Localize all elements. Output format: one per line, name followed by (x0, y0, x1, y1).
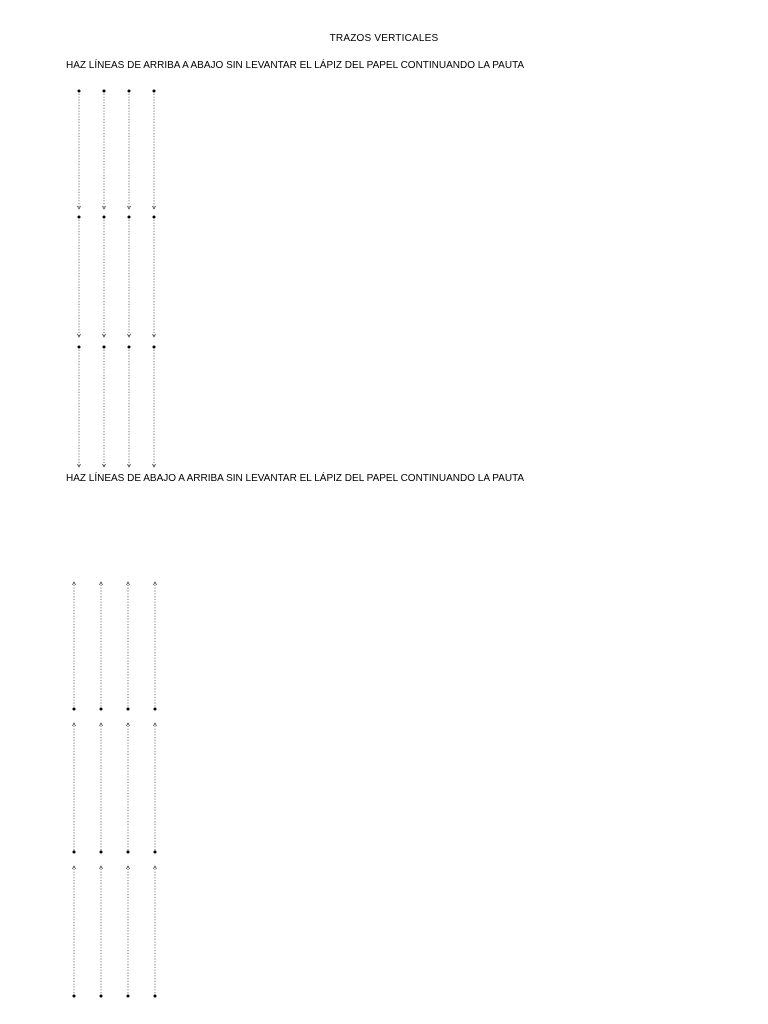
start-dot (153, 90, 156, 93)
start-dot (127, 708, 130, 711)
start-dot (128, 90, 131, 93)
arrow-up-icon (153, 866, 156, 869)
start-dot (78, 346, 81, 349)
arrow-up-icon (99, 723, 102, 726)
start-dot (100, 995, 103, 998)
start-dot (100, 851, 103, 854)
start-dot (73, 995, 76, 998)
arrow-up-icon (72, 723, 75, 726)
start-dot (127, 995, 130, 998)
arrow-up-icon (126, 866, 129, 869)
arrow-up-icon (153, 723, 156, 726)
arrow-up-icon (99, 582, 102, 585)
start-dot (78, 90, 81, 93)
start-dot (153, 216, 156, 219)
page-title: TRAZOS VERTICALES (329, 33, 439, 44)
start-dot (153, 346, 156, 349)
arrow-up-icon (153, 582, 156, 585)
start-dot (154, 708, 157, 711)
trace-group-bottom-to-top (72, 582, 156, 998)
arrow-up-icon (99, 866, 102, 869)
start-dot (78, 216, 81, 219)
start-dot (73, 708, 76, 711)
arrow-up-icon (72, 866, 75, 869)
instruction-top-to-bottom: HAZ LÍNEAS DE ARRIBA A ABAJO SIN LEVANTAR EL LÁPIZ DEL PAPEL CONTINUANDO LA PAUTA (66, 60, 525, 71)
start-dot (103, 346, 106, 349)
start-dot (100, 708, 103, 711)
trace-group-top-to-bottom (77, 90, 155, 468)
arrow-up-icon (72, 582, 75, 585)
instruction-bottom-to-top: HAZ LÍNEAS DE ABAJO A ARRIBA SIN LEVANTAR EL LÁPIZ DEL PAPEL CONTINUANDO LA PAUTA (66, 473, 525, 484)
start-dot (73, 851, 76, 854)
start-dot (154, 995, 157, 998)
start-dot (154, 851, 157, 854)
start-dot (103, 216, 106, 219)
start-dot (128, 216, 131, 219)
arrow-up-icon (126, 723, 129, 726)
arrow-up-icon (126, 582, 129, 585)
start-dot (127, 851, 130, 854)
start-dot (103, 90, 106, 93)
start-dot (128, 346, 131, 349)
